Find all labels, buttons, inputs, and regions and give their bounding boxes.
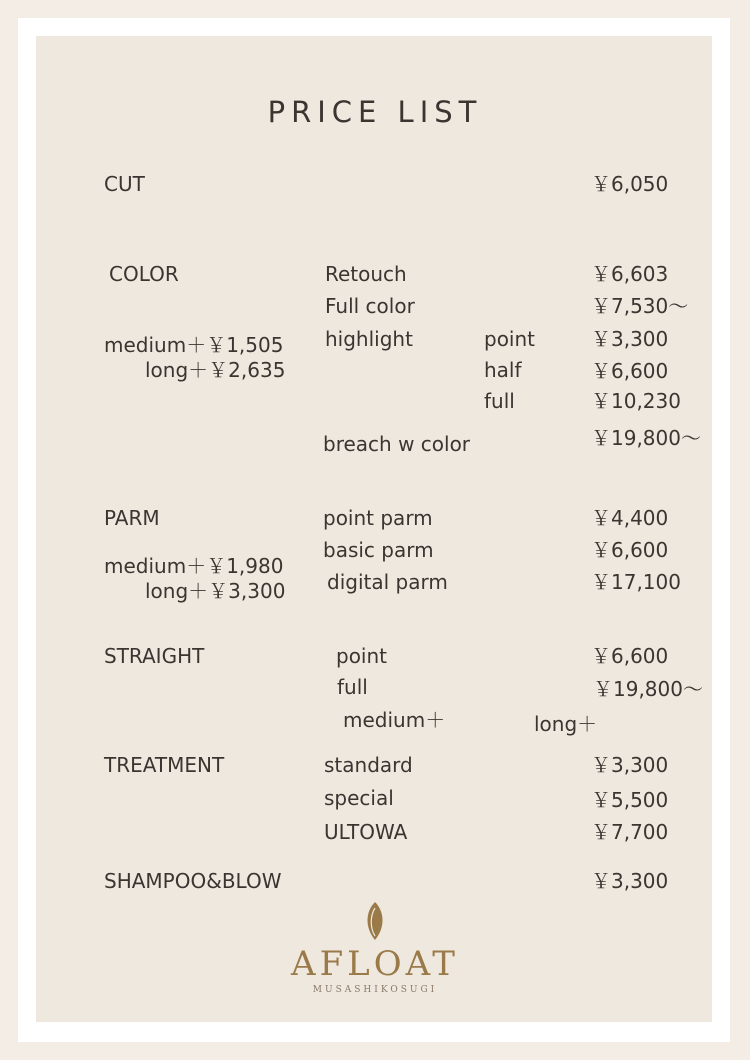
straight-item-name: full [337,675,368,699]
highlight-option-price: ￥3,300 [591,327,669,351]
straight-item-price: ￥6,600 [591,644,669,668]
treatment-item-price: ￥3,300 [591,753,669,777]
brand-location: MUSASHIKOSUGI [312,985,438,995]
parm-label: PARM [104,506,160,530]
shampoo-label: SHAMPOO&BLOW [104,869,282,893]
color-surcharge-medium: medium＋￥1,505 [104,333,284,357]
treatment-label: TREATMENT [104,753,225,777]
treatment-item-name: standard [324,753,413,777]
parm-surcharge-medium: medium＋￥1,980 [104,554,284,578]
parm-item-name: digital parm [327,570,448,594]
parm-item-name: point parm [323,506,433,530]
parm-item-name: basic parm [323,538,434,562]
color-surcharge-long: long＋￥2,635 [145,358,286,382]
highlight-option-price: ￥6,600 [591,359,669,383]
parm-item-price: ￥17,100 [591,570,681,594]
straight-long: long＋ [534,712,598,736]
cut-price: ￥6,050 [591,172,669,196]
straight-item-price: ￥19,800～ [593,677,703,701]
straight-medium: medium＋ [343,708,446,732]
leaf-icon [361,900,389,942]
cut-label: CUT [104,172,145,196]
parm-item-price: ￥4,400 [591,506,669,530]
straight-label: STRAIGHT [104,644,205,668]
color-item-name: highlight [325,327,413,351]
treatment-item-price: ￥7,700 [591,820,669,844]
straight-item-name: point [336,644,388,668]
color-item-name: Retouch [325,262,407,286]
treatment-item-price: ￥5,500 [591,788,669,812]
highlight-option-name: point [484,327,536,351]
parm-surcharge-long: long＋￥3,300 [145,579,286,603]
breach-name: breach w color [323,432,471,456]
page-title: PRICE LIST [267,95,483,130]
highlight-option-name: full [484,389,515,413]
brand-name: AFLOAT [291,944,459,984]
color-item-price: ￥7,530～ [591,294,689,318]
color-item-name: Full color [325,294,415,318]
treatment-item-name: special [324,786,394,810]
color-label: COLOR [109,262,179,286]
highlight-option-price: ￥10,230 [591,389,681,413]
brand-logo [0,900,750,996]
treatment-item-name: ULTOWA [324,820,408,844]
shampoo-price: ￥3,300 [591,869,669,893]
highlight-option-name: half [484,358,522,382]
parm-item-price: ￥6,600 [591,538,669,562]
color-item-price: ￥6,603 [591,262,669,286]
breach-price: ￥19,800～ [591,426,701,450]
